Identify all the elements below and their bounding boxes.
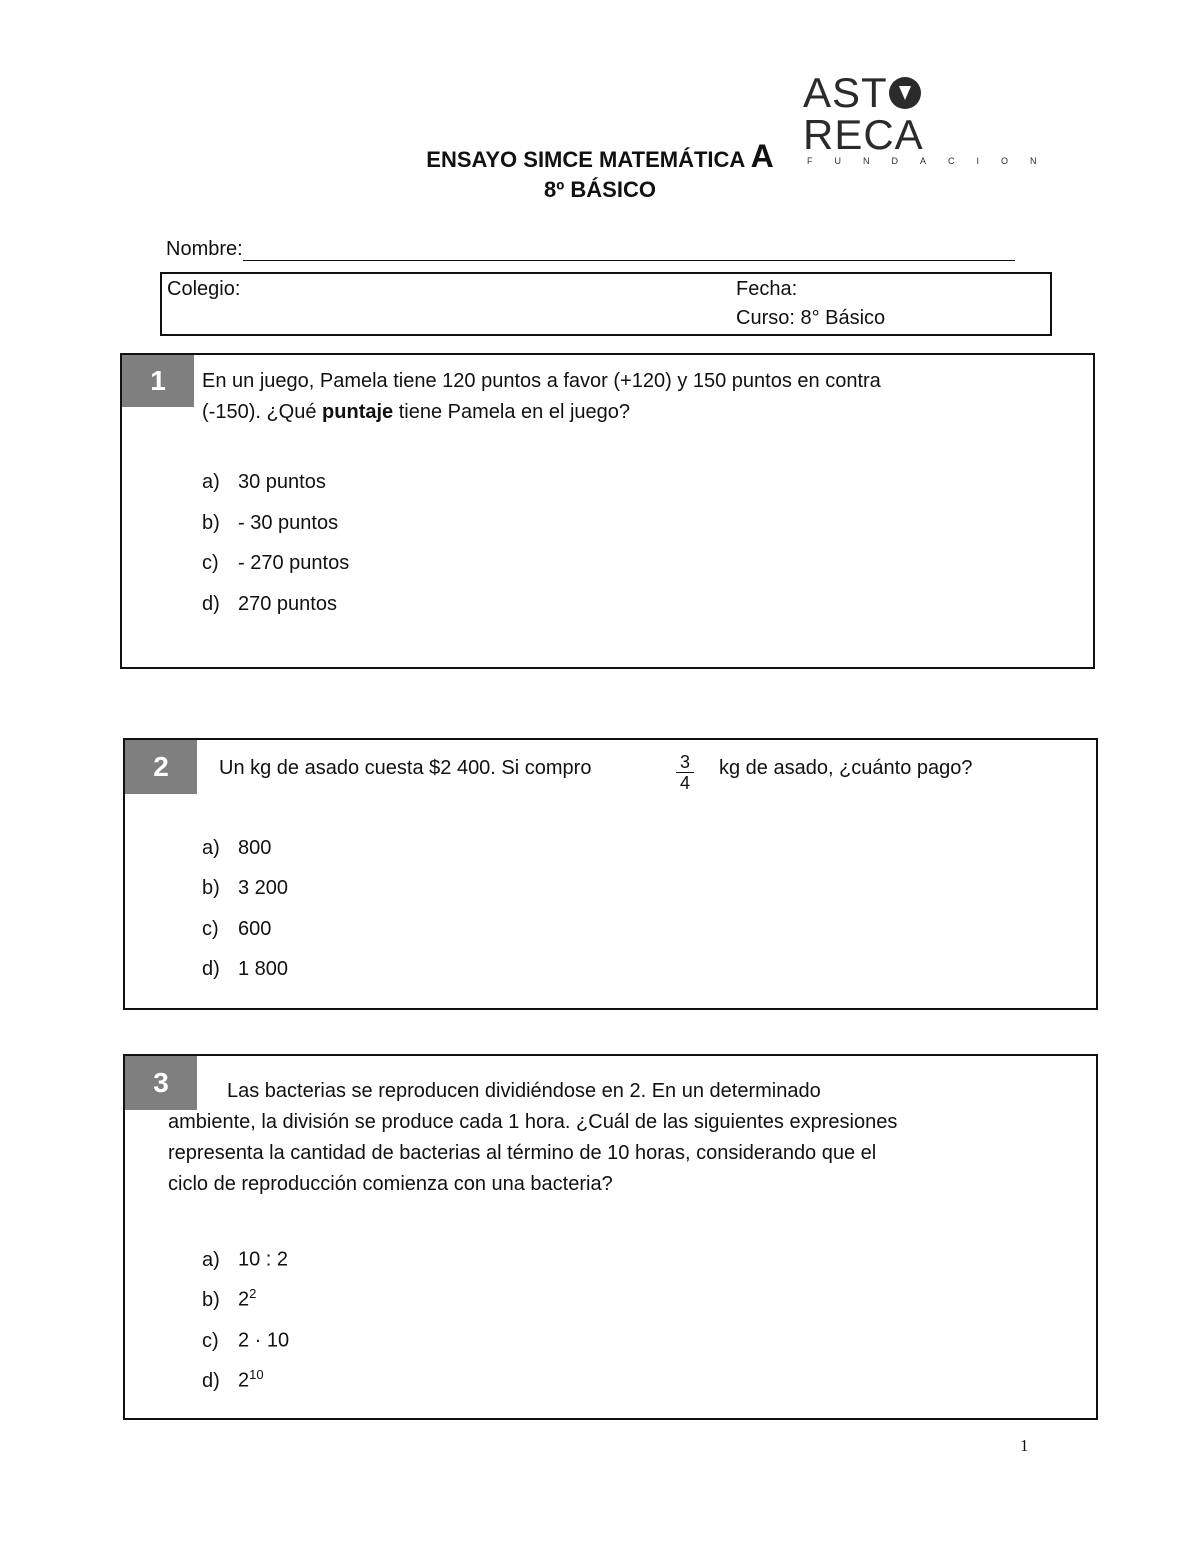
option-a[interactable]: a) 30 puntos (202, 471, 326, 493)
bold-keyword: puntaje (322, 401, 394, 423)
fraction-numerator: 3 (676, 752, 694, 773)
title-main: ENSAYO SIMCE MATEMÁTICA (426, 147, 745, 172)
option-a[interactable]: a) 10 : 2 (202, 1248, 289, 1271)
fraction-three-quarters (676, 752, 694, 793)
logo-part2: RECA (803, 111, 924, 158)
exponent: 10 (249, 1367, 264, 1382)
title-letter: A (750, 138, 774, 174)
question-text (202, 366, 1082, 428)
option-c[interactable]: c) - 270 puntos (202, 552, 350, 574)
fraction-denominator: 4 (680, 773, 691, 793)
colegio-label: Colegio: (167, 278, 241, 300)
logo-subtitle: FUNDACION (807, 156, 1059, 166)
question-text-line: ciclo de reproducción comienza con una bacteria? (168, 1173, 613, 1195)
question-number: 3 (125, 1056, 197, 1110)
question-text (219, 753, 591, 784)
page-subtitle: 8º BÁSICO (544, 177, 656, 202)
question-text-line: En un juego, Pamela tiene 120 puntos a favor (+120) y 150 puntos en contra (202, 370, 881, 392)
option-d[interactable]: d) 1 800 (202, 958, 289, 980)
question-text-line: Las bacterias se reproducen dividiéndose en 2. En un determinado (227, 1080, 821, 1102)
option-c[interactable]: c) 2 · 10 (202, 1329, 290, 1352)
fecha-label: Fecha: (736, 278, 798, 300)
option-b[interactable]: b) 3 200 (202, 877, 289, 899)
option-c[interactable]: c) 600 (202, 918, 272, 940)
question-3 (123, 1054, 1098, 1420)
question-text-line: representa la cantidad de bacterias al término de 10 horas, considerando que el (168, 1142, 877, 1164)
nombre-label: Nombre: (166, 238, 243, 260)
question-text-pre: Un kg de asado cuesta $2 400. Si compro (219, 757, 592, 779)
question-1 (120, 353, 1095, 669)
question-text-line: ambiente, la división se produce cada 1 hora. ¿Cuál de las siguientes expresiones (168, 1111, 898, 1133)
heart-o-icon (889, 77, 921, 109)
option-d[interactable]: d) $2^{10}$ (202, 1367, 264, 1392)
option-b[interactable]: b) $2^2$ (202, 1286, 257, 1311)
question-text-post: kg de asado, ¿cuánto pago? (719, 757, 973, 779)
question-2 (123, 738, 1098, 1010)
page-number: 1 (1020, 1436, 1029, 1455)
nombre-row (166, 238, 1015, 261)
question-text-line: (-150). ¿Qué puntaje tiene Pamela en el juego? (202, 401, 631, 423)
question-number: 1 (122, 355, 194, 407)
nombre-field[interactable] (243, 240, 1015, 261)
exponent: 2 (249, 1286, 257, 1301)
info-box (160, 272, 1052, 336)
option-d[interactable]: d) 270 puntos (202, 593, 337, 615)
logo-part1: AST (803, 69, 888, 116)
option-a[interactable]: a) 800 (202, 837, 272, 859)
page-title (0, 138, 1200, 175)
question-number: 2 (125, 740, 197, 794)
option-b[interactable]: b) - 30 puntos (202, 512, 339, 534)
curso-label: Curso: 8° Básico (736, 307, 886, 329)
astoreca-logo (803, 69, 1059, 166)
